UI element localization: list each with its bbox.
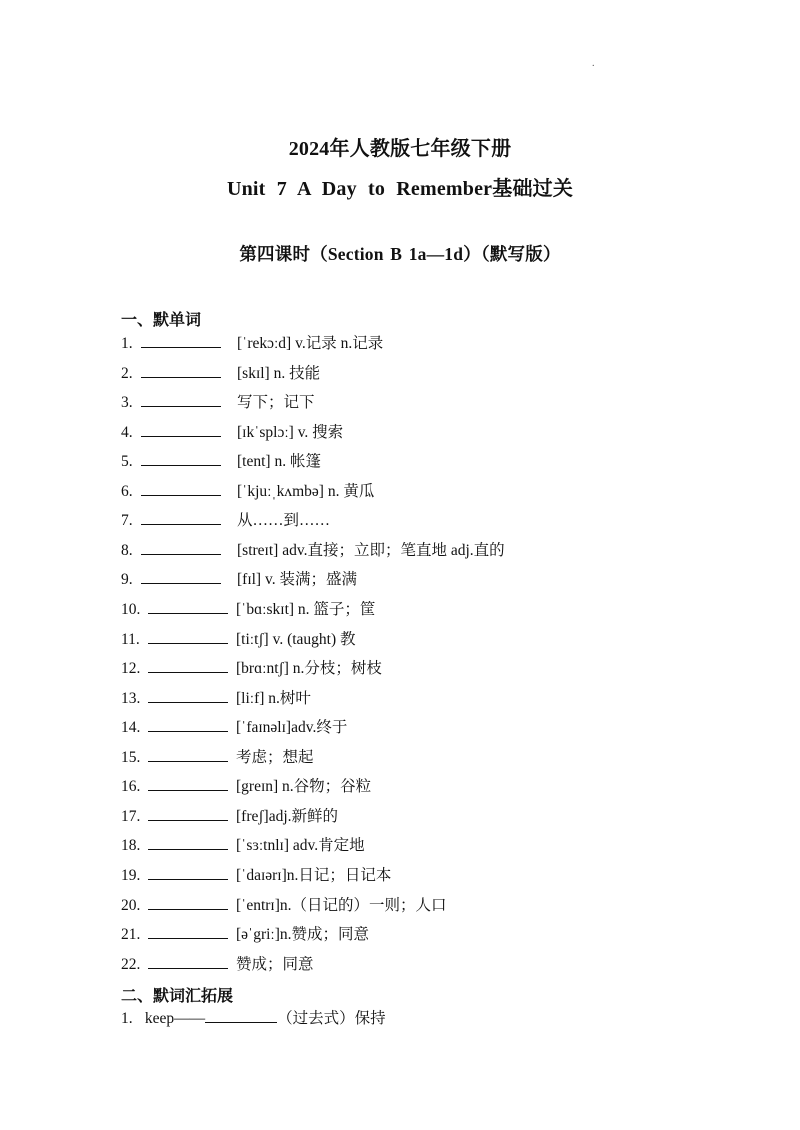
vocab-item-number: 16. [121,778,141,796]
answer-blank[interactable] [148,688,228,703]
vocab-item-number: 6. [121,482,133,500]
vocab-item-number: 15. [121,748,141,766]
vocab-item [121,392,315,414]
vocab-item-number: 12. [121,660,141,677]
vocab-item-number: 17. [121,807,141,825]
vocab-item [121,776,371,798]
vocab-item-definition: [ˈbɑːskɪt] n. 篮子；筐 [236,601,376,618]
vocab-item-number: 9. [121,571,133,589]
vocab-item-definition: 考虑；想起 [236,748,314,766]
answer-blank[interactable] [141,422,221,437]
vocab-item-number: 22. [121,955,141,973]
vocab-item-definition: [ˈfaɪnəlɪ]adv.终于 [236,719,348,737]
answer-blank[interactable] [148,747,228,762]
title-line-3: 第四课时（Section B 1a—1d）（默写版） [239,244,561,264]
answer-blank[interactable] [148,895,228,910]
answer-blank[interactable] [148,658,228,673]
vocab-item [121,835,365,857]
vocab-item [121,510,330,532]
section-1-heading: 一、默单词 [121,310,202,329]
answer-blank[interactable] [205,1008,277,1023]
answer-blank[interactable] [141,451,221,466]
vocab-item-definition: [ˈkjuːˌkʌmbə] n. 黄瓜 [237,482,375,500]
vocab-item-number: 1. [121,335,133,352]
answer-blank[interactable] [141,510,221,525]
vocab-item-number: 13. [121,689,141,707]
answer-blank[interactable] [148,835,228,850]
title-line-1: 2024年人教版七年级下册 [288,138,512,160]
vocab-item [121,717,347,739]
vocab-item [121,333,383,355]
vocab-item-number: 18. [121,837,141,855]
vocab-item [121,540,505,562]
vocab-item-definition: [ˈrekɔːd] v.记录 n.记录 [237,335,384,352]
vocab-item [121,806,338,828]
vocab-item [121,658,382,680]
answer-blank[interactable] [148,717,228,732]
vocab-item-number: 21. [121,926,141,943]
vocab-item [121,924,369,946]
answer-blank[interactable] [141,540,221,555]
vocab-item [121,865,391,887]
vocab-item-definition: [liːf] n.树叶 [236,689,311,707]
answer-blank[interactable] [148,629,228,644]
answer-blank[interactable] [141,333,221,348]
vocab-item [121,688,311,710]
answer-blank[interactable] [141,363,221,378]
vocab-item-definition: [brɑːntʃ] n.分枝；树枝 [236,660,382,677]
vocab-item-number: 2. [121,364,133,382]
vocab-item [121,954,314,976]
vocab-item [121,481,374,503]
expansion-item-suffix: （过去式）保持 [277,1010,386,1027]
section-2-heading: 二、默词汇拓展 [121,986,234,1005]
vocab-item-number: 3. [121,394,133,412]
vocab-item-number: 20. [121,896,141,914]
answer-blank[interactable] [148,924,228,939]
answer-blank[interactable] [148,776,228,791]
vocab-item-definition: [ɪkˈsplɔː] v. 搜索 [237,423,344,441]
answer-blank[interactable] [148,865,228,880]
vocab-item-number: 8. [121,541,133,559]
vocab-item-number: 4. [121,423,133,441]
answer-blank[interactable] [148,954,228,969]
expansion-item-number: 1. [121,1010,133,1027]
vocab-item-definition: [əˈgriː]n.赞成；同意 [236,926,370,943]
vocab-item-number: 7. [121,512,133,530]
answer-blank[interactable] [141,569,221,584]
vocab-item-definition: [skɪl] n. 技能 [237,364,321,382]
vocab-item-definition: [ˈentrɪ]n.（日记的）一则；人口 [236,896,447,914]
vocab-item [121,422,343,444]
vocab-item [121,451,321,473]
vocab-item [121,363,320,385]
answer-blank[interactable] [148,806,228,821]
vocab-item-definition: [fɪl] v. 装满；盛满 [237,571,357,589]
answer-blank[interactable] [141,481,221,496]
vocab-item [121,629,356,651]
vocab-item [121,569,357,591]
vocab-item [121,599,375,621]
corner-mark: . [592,58,595,69]
vocab-item-definition: [greɪn] n.谷物；谷粒 [236,778,372,796]
vocab-item-definition: [streɪt] adv.直接；立即；笔直地 adj.直的 [237,541,505,559]
vocab-item-definition: 从……到…… [237,512,331,530]
vocab-item-number: 19. [121,866,141,884]
vocab-item-number: 14. [121,719,141,737]
title-line-2: Unit 7 A Day to Remember基础过关 [226,178,574,200]
vocab-item-definition: [tiːtʃ] v. (taught) 教 [236,630,356,648]
vocab-item-number: 5. [121,453,133,471]
vocab-item-definition: [ˈdaɪərɪ]n.日记；日记本 [236,866,392,884]
answer-blank[interactable] [148,599,228,614]
answer-blank[interactable] [141,392,221,407]
expansion-item [121,1008,386,1030]
expansion-item-prefix: keep—— [144,1010,206,1027]
vocab-item-definition: [freʃ]adj.新鲜的 [236,807,338,825]
vocab-item-definition: 写下；记下 [237,394,315,412]
vocab-item-definition: [ˈsɜːtnlɪ] adv.肯定地 [236,837,365,855]
vocab-item-definition: 赞成；同意 [236,955,314,973]
vocab-item-definition: [tent] n. 帐篷 [237,453,321,471]
vocab-item [121,895,447,917]
vocab-item [121,747,314,769]
vocab-item-number: 10. [121,601,141,618]
vocab-item-number: 11. [121,630,140,648]
